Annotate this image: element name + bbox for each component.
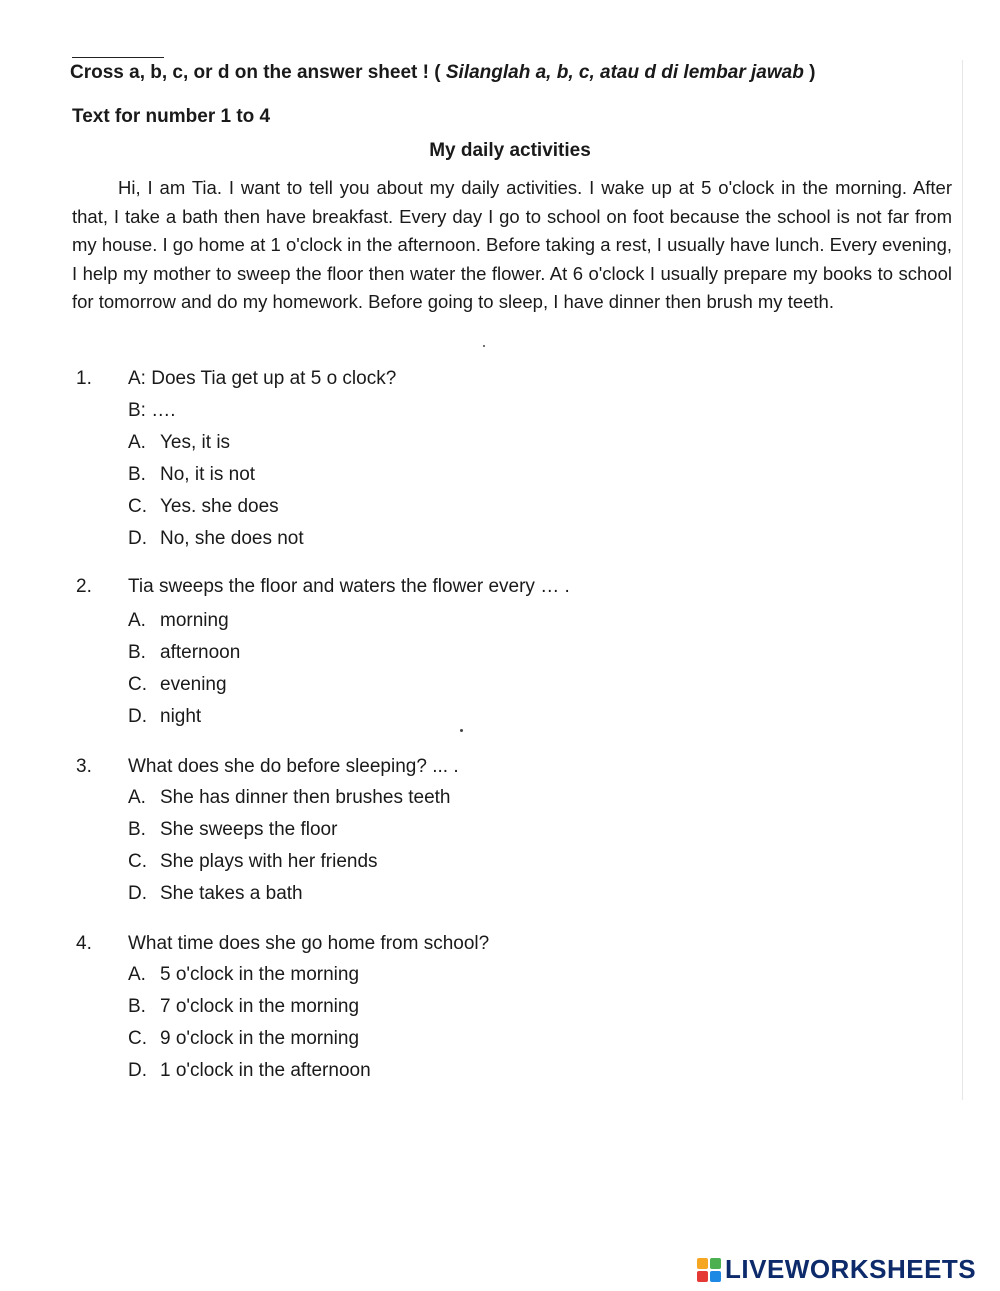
option-text: She sweeps the floor — [160, 819, 338, 840]
logo-text: LIVEWORKSHEETS — [725, 1254, 977, 1284]
option-b[interactable] — [128, 996, 359, 1018]
question-answer-line: B: …. — [128, 400, 176, 421]
option-letter: C. — [128, 851, 147, 872]
option-d[interactable] — [128, 1060, 371, 1082]
text-for-heading: Text for number 1 to 4 — [72, 106, 271, 127]
question-text: What time does she go home from school? — [128, 933, 490, 954]
question-text: Tia sweeps the floor and waters the flower every … . — [128, 576, 570, 597]
logo-square — [710, 1258, 721, 1269]
option-letter: A. — [128, 964, 146, 985]
option-letter: C. — [128, 674, 147, 695]
scan-speck — [460, 729, 463, 732]
instruction-indonesian: Silanglah a, b, c, atau d di lembar jawab — [445, 62, 804, 83]
passage-title: My daily activities — [429, 140, 591, 161]
question-number: 1. — [76, 368, 92, 389]
option-letter: A. — [128, 432, 146, 453]
option-text: She takes a bath — [160, 883, 303, 904]
option-text: Yes, it is — [160, 432, 231, 453]
option-text: She plays with her friends — [160, 851, 378, 872]
option-d[interactable] — [128, 528, 304, 550]
option-b[interactable] — [128, 464, 255, 486]
option-letter: C. — [128, 1028, 147, 1049]
option-text: evening — [160, 674, 227, 695]
option-text: No, she does not — [160, 528, 304, 549]
option-c[interactable] — [128, 851, 378, 873]
option-d[interactable] — [128, 706, 201, 728]
option-letter: B. — [128, 996, 146, 1017]
option-text: morning — [160, 610, 229, 631]
option-c[interactable] — [128, 1028, 359, 1050]
option-letter: D. — [128, 1060, 147, 1081]
option-text: 1 o'clock in the afternoon — [160, 1060, 371, 1081]
logo-square — [710, 1271, 721, 1282]
instruction-close: ) — [803, 62, 816, 83]
option-text: afternoon — [160, 642, 241, 663]
option-c[interactable] — [128, 496, 279, 518]
option-letter: B. — [128, 819, 146, 840]
top-rule — [72, 57, 164, 58]
question-text: A: Does Tia get up at 5 o clock? — [128, 368, 397, 389]
option-a[interactable] — [128, 432, 230, 454]
option-text: 7 o'clock in the morning — [160, 996, 360, 1017]
logo-mark-icon — [697, 1258, 721, 1282]
option-text: 9 o'clock in the morning — [160, 1028, 360, 1049]
option-letter: D. — [128, 883, 147, 904]
option-text: She has dinner then brushes teeth — [160, 787, 451, 808]
option-letter: B. — [128, 464, 146, 485]
option-text: night — [160, 706, 202, 727]
question-number: 3. — [76, 756, 92, 777]
option-a[interactable] — [128, 787, 450, 809]
option-letter: D. — [128, 706, 147, 727]
option-a[interactable] — [128, 610, 229, 632]
option-b[interactable] — [128, 819, 337, 841]
question-number: 4. — [76, 933, 92, 954]
option-letter: D. — [128, 528, 147, 549]
logo-square — [697, 1271, 708, 1282]
scan-speck — [483, 345, 485, 347]
option-text: No, it is not — [160, 464, 256, 485]
logo-square — [697, 1258, 708, 1269]
option-letter: A. — [128, 787, 146, 808]
option-letter: A. — [128, 610, 146, 631]
liveworksheets-logo — [697, 1254, 976, 1285]
option-a[interactable] — [128, 964, 359, 986]
option-text: 5 o'clock in the morning — [160, 964, 360, 985]
question-text: What does she do before sleeping? ... . — [128, 756, 459, 777]
reading-passage: Hi, I am Tia. I want to tell you about my daily activities. I wake up at 5 o'clock in the morning. After that, I take a bath then have breakfast. Every day I go to school on foot because the school is not far from my house. I go home at 1 o'clock in the afternoon. Before taking a rest, I usually have lunch. Every evening, I help my mother to sweep the floor then water the flower. At 6 o'clock I usually prepare my books to school for tomorrow and do my homework. Before going to sleep, I have dinner then brush my teeth. — [72, 177, 952, 312]
option-b[interactable] — [128, 642, 240, 664]
question-number: 2. — [76, 576, 92, 597]
option-letter: B. — [128, 642, 146, 663]
option-letter: C. — [128, 496, 147, 517]
scan-edge-line — [962, 60, 963, 1100]
instruction — [70, 62, 815, 84]
option-text: Yes. she does — [160, 496, 279, 517]
option-c[interactable] — [128, 674, 227, 696]
instruction-main: Cross a, b, c, or d on the answer sheet ! ( — [70, 62, 446, 83]
option-d[interactable] — [128, 883, 303, 905]
